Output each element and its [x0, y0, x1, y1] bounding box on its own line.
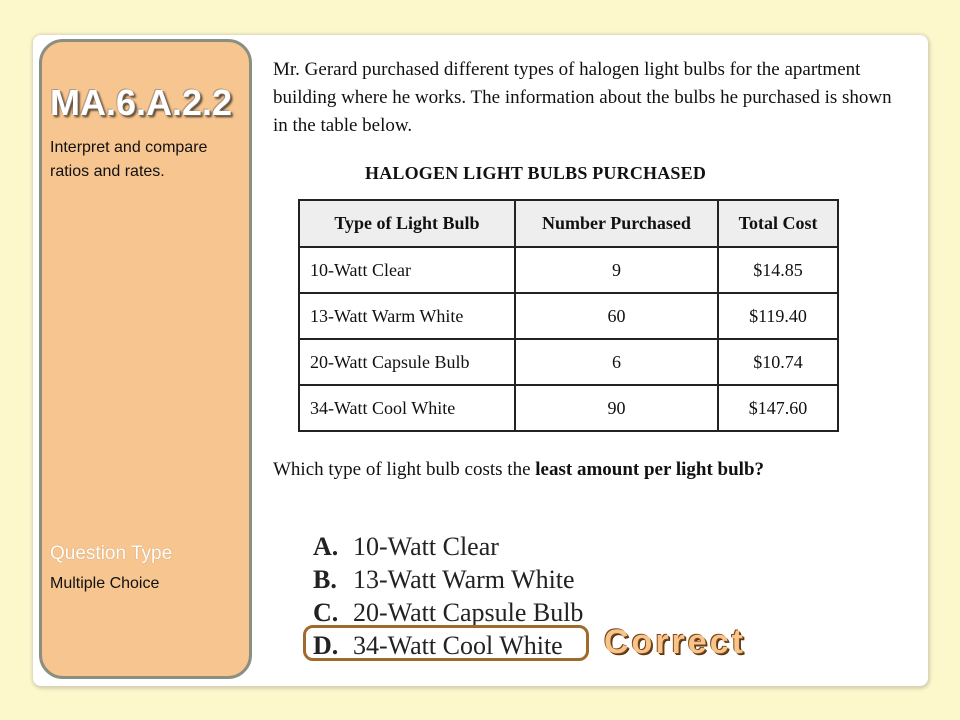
- choice-letter: D.: [313, 631, 339, 660]
- choice-text: 34-Watt Cool White: [353, 631, 563, 660]
- question-text: [273, 456, 933, 484]
- bulb-type-cell: 34-Watt Cool White: [299, 385, 515, 431]
- quantity-cell: 90: [515, 385, 718, 431]
- standard-code: MA.6.A.2.2: [50, 82, 233, 123]
- table-row: [299, 385, 838, 431]
- bulb-type-cell: 20-Watt Capsule Bulb: [299, 339, 515, 385]
- selected-answer-highlight: [303, 625, 589, 661]
- cost-cell: $147.60: [718, 385, 838, 431]
- bulb-type-cell: 13-Watt Warm White: [299, 293, 515, 339]
- bulbs-table: [298, 199, 839, 432]
- column-header: Type of Light Bulb: [299, 200, 515, 247]
- bulb-type-cell: 10-Watt Clear: [299, 247, 515, 293]
- choice-a[interactable]: [313, 530, 583, 563]
- table-title: HALOGEN LIGHT BULBS PURCHASED: [365, 163, 707, 183]
- cost-cell: $14.85: [718, 247, 838, 293]
- question-type-label: Question Type: [50, 543, 173, 564]
- quantity-cell: 60: [515, 293, 718, 339]
- choice-letter: C.: [313, 598, 339, 627]
- column-header: Number Purchased: [515, 200, 718, 247]
- column-header: Total Cost: [718, 200, 838, 247]
- quantity-cell: 9: [515, 247, 718, 293]
- table-row: [299, 293, 838, 339]
- cost-cell: $119.40: [718, 293, 838, 339]
- standard-description: Interpret and compare ratios and rates.: [50, 139, 208, 180]
- correct-feedback: Correct: [604, 623, 746, 661]
- choice-text: 13-Watt Warm White: [353, 565, 575, 594]
- table-row: [299, 339, 838, 385]
- cost-cell: $10.74: [718, 339, 838, 385]
- question-prefix: Which type of light bulb costs the: [273, 459, 536, 480]
- choice-text: 10-Watt Clear: [353, 532, 499, 561]
- choice-b[interactable]: [313, 563, 583, 596]
- choice-text: 20-Watt Capsule Bulb: [353, 598, 584, 627]
- table-row: [299, 247, 838, 293]
- table-header-row: [299, 200, 838, 247]
- quantity-cell: 6: [515, 339, 718, 385]
- question-emphasis: least amount per light bulb?: [535, 459, 765, 480]
- problem-intro: Mr. Gerard purchased different types of halogen light bulbs for the apartment building where he works. The information about the bulbs he purchased is shown in the table below.: [273, 59, 892, 136]
- question-type-value: Multiple Choice: [50, 575, 160, 592]
- choice-letter: B.: [313, 565, 337, 594]
- choice-letter: A.: [313, 532, 339, 561]
